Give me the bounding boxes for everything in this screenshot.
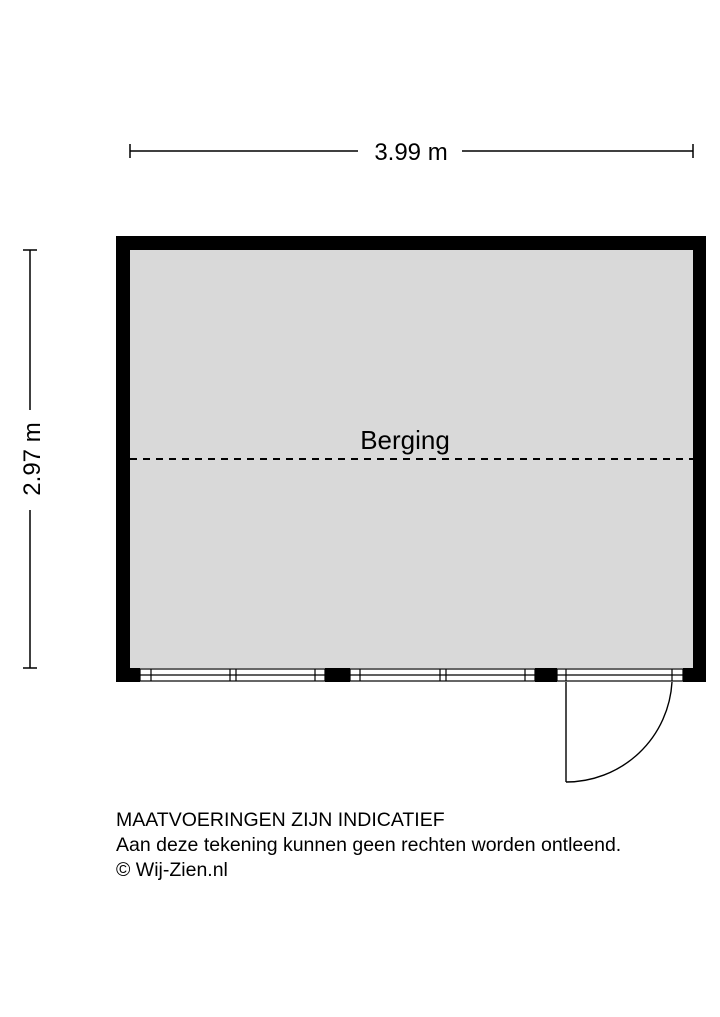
door-swing [566, 682, 672, 782]
disclaimer-line-1: MAATVOERINGEN ZIJN INDICATIEF [116, 809, 445, 831]
width-dimension [130, 139, 693, 166]
height-dimension-label: 2.97 m [19, 422, 46, 496]
copyright-line: © Wij-Zien.nl [116, 859, 228, 881]
height-dimension [19, 250, 46, 668]
disclaimer-line-2: Aan deze tekening kunnen geen rechten worden ontleend. [116, 834, 622, 856]
disclaimer-notes [116, 808, 716, 883]
room-label-berging: Berging [360, 425, 450, 455]
width-dimension-label: 3.99 m [374, 139, 448, 166]
bottom-wall-windows [140, 668, 683, 682]
